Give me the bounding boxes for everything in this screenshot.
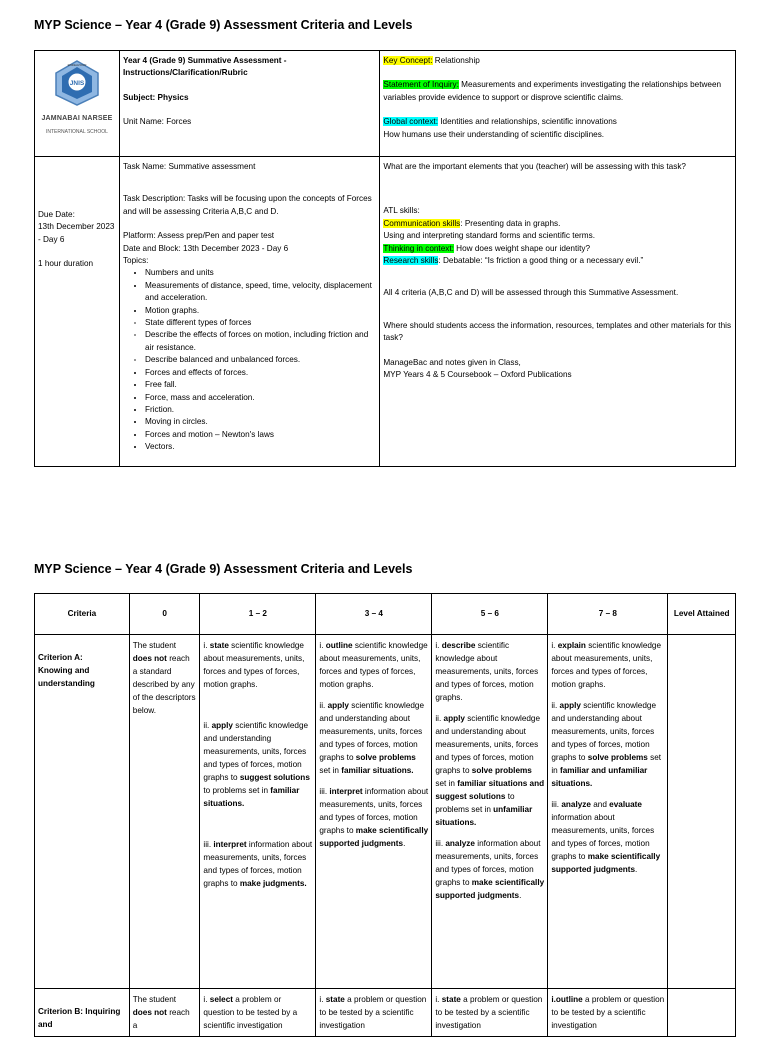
- criterion-a-level-attained[interactable]: [668, 635, 736, 989]
- table-row: [35, 989, 736, 1037]
- school-name: JAMNABAI NARSEE: [41, 115, 113, 123]
- header-cell: [119, 51, 379, 157]
- school-logo: [41, 59, 113, 138]
- resources-line2: MYP Years 4 & 5 Coursebook – Oxford Publications: [383, 370, 572, 380]
- list-item: • Forces and effects of forces.: [145, 367, 376, 379]
- due-label: Due Date:: [38, 210, 75, 219]
- criterion-b-level-attained[interactable]: [668, 989, 736, 1037]
- criterion-a-level-5-6: i. describe scientific knowledge about measurements, units, forces and types of forces, motion graphs. ii. apply scientific knowledge and understanding about measurements, units, forces and types of forces, motion graphs to solve problems set in familiar situations and suggest solutions to problems set in unfamiliar situations. iii. analyze information about measurements, units, forces and types of forces, motion graphs to make scientifically supported judgments.: [432, 635, 548, 989]
- list-item: • Motion graphs.: [145, 305, 376, 317]
- topics-label: Topics:: [122, 256, 149, 266]
- criteria-note: All 4 criteria (A,B,C and D) will be assessed through this Summative Assessment.: [383, 288, 679, 298]
- task-cell: [119, 157, 379, 467]
- assessing-cell: [380, 157, 736, 467]
- thinking-in-context: Thinking in context: How does weight shape our identity?: [383, 243, 590, 253]
- assessing-question: What are the important elements that you (teacher) will be assessing with this task?: [383, 162, 686, 171]
- list-item: • Vectors.: [145, 441, 376, 453]
- header-level-0: 0: [129, 594, 200, 635]
- header-level-5-6: 5 – 6: [432, 594, 548, 635]
- date-block: Date and Block: 13th December 2023 - Day 6: [122, 243, 289, 253]
- list-item: • Numbers and units: [145, 267, 376, 279]
- criterion-b-level-1-2: i. select a problem or question to be tested by a scientific investigation: [200, 989, 316, 1037]
- duration: 1 hour duration: [38, 259, 94, 269]
- list-item: • Force, mass and acceleration.: [145, 392, 376, 404]
- header-level-3-4: 3 – 4: [316, 594, 432, 635]
- task-info-table: [34, 50, 736, 467]
- unit-name: Unit Name: Forces: [122, 117, 192, 127]
- task-name: Task Name: Summative assessment: [122, 162, 256, 171]
- list-item: • Measurements of distance, speed, time, velocity, displacement and acceleration.: [145, 280, 376, 305]
- due-cell: [35, 157, 120, 467]
- list-item: • Friction.: [145, 404, 376, 416]
- task-description: Task Description: Tasks will be focusing upon the concepts of Forces and will be assessing Criteria A,B,C and D.: [122, 194, 372, 216]
- criterion-b-level-0: The student does not reach a: [129, 989, 200, 1037]
- page-title: MYP Science – Year 4 (Grade 9) Assessment Criteria and Levels: [34, 18, 413, 32]
- list-item: • State different types of forces: [145, 317, 376, 329]
- access-question: Where should students access the information, resources, templates and other materials for this task?: [383, 320, 732, 343]
- concepts-cell: [380, 51, 736, 157]
- atl-label: ATL skills:: [383, 206, 420, 216]
- criterion-a-level-1-2: i. state scientific knowledge about measurements, units, forces and types of forces, motion graphs. ii. apply scientific knowledge and understanding measurements, units, forces and types of forces, motion graphs to suggest solutions to problems set in familiar situations. iii. interpret information about measurements, units, forces and types of forces, motion graphs to make judgments.: [200, 635, 316, 989]
- global-context-line2: How humans use their understanding of scientific disciplines.: [383, 129, 605, 139]
- list-item: • Moving in circles.: [145, 416, 376, 428]
- global-context: Global context: Identities and relationships, scientific innovations: [383, 117, 617, 127]
- svg-text:ENDEAVOUR: ENDEAVOUR: [67, 63, 87, 67]
- table-row: [35, 635, 736, 989]
- criterion-b-level-3-4: i. state a problem or question to be tested by a scientific investigation: [316, 989, 432, 1037]
- header-level-attained: Level Attained: [668, 594, 736, 635]
- header-title: Year 4 (Grade 9) Summative Assessment - Instructions/Clarification/Rubric: [122, 56, 287, 78]
- communication-line2: Using and interpreting standard forms and scientific terms.: [383, 231, 595, 241]
- header-criteria: Criteria: [35, 594, 130, 635]
- criterion-a-level-7-8: i. explain scientific knowledge about measurements, units, forces and types of forces, motion graphs. ii. apply scientific knowledge and understanding about measurements, units, forces and types of forces, motion graphs to solve problems set in familiar and unfamiliar situations. iii. analyze and evaluate information about measurements, units, forces and types of forces, motion graphs to make scientifically supported judgments.: [548, 635, 668, 989]
- criterion-b-name: Criterion B: Inquiring and: [35, 989, 130, 1037]
- criterion-a-name: Criterion A: Knowing and understanding: [35, 635, 130, 989]
- criterion-a-level-0: The student does not reach a standard described by any of the descriptors below.: [129, 635, 200, 989]
- header-level-7-8: 7 – 8: [548, 594, 668, 635]
- resources-line1: ManageBac and notes given in Class,: [383, 357, 521, 367]
- subject: Subject: Physics: [122, 92, 189, 102]
- criterion-a-level-3-4: i. outline scientific knowledge about measurements, units, forces and types of forces, motion graphs. ii. apply scientific knowledge and understanding about measurements, units, forces and types of forces, motion graphs to solve problems set in familiar situations. iii. interpret information about measurements, units, forces and types of forces, motion graphs to make scientifically supported judgments.: [316, 635, 432, 989]
- key-concept: Key Concept: Relationship: [383, 56, 480, 65]
- school-crest-icon: [52, 59, 102, 107]
- platform: Platform: Assess prep/Pen and paper test: [122, 231, 275, 241]
- list-item: • Describe balanced and unbalanced forces.: [145, 354, 376, 366]
- criterion-b-level-7-8: i.outline a problem or question to be tested by a scientific investigation: [548, 989, 668, 1037]
- list-item: • Forces and motion – Newton's laws: [145, 429, 376, 441]
- statement-of-inquiry: Statement of Inquiry: Measurements and experiments investigating the relationships between variables provide evidence to support or disprove scientific claims.: [383, 80, 722, 102]
- due-date: 13th December 2023 - Day 6: [38, 222, 115, 244]
- criterion-b-level-5-6: i. state a problem or question to be tested by a scientific investigation: [432, 989, 548, 1037]
- list-item: • Free fall.: [145, 379, 376, 391]
- rubric-table: [34, 593, 736, 1037]
- svg-text:JNIS: JNIS: [69, 80, 85, 87]
- communication-skills: Communication skills: Presenting data in graphs.: [383, 218, 561, 228]
- header-level-1-2: 1 – 2: [200, 594, 316, 635]
- topics-list: [123, 267, 376, 453]
- page-title-2: MYP Science – Year 4 (Grade 9) Assessment Criteria and Levels: [34, 562, 413, 576]
- research-skills: Research skills: Debatable: “Is friction a good thing or a necessary evil.”: [383, 256, 644, 266]
- school-sub: INTERNATIONAL SCHOOL: [46, 128, 108, 135]
- logo-cell: [35, 51, 120, 157]
- list-item: • Describe the effects of forces on motion, including friction and air resistance.: [145, 329, 376, 354]
